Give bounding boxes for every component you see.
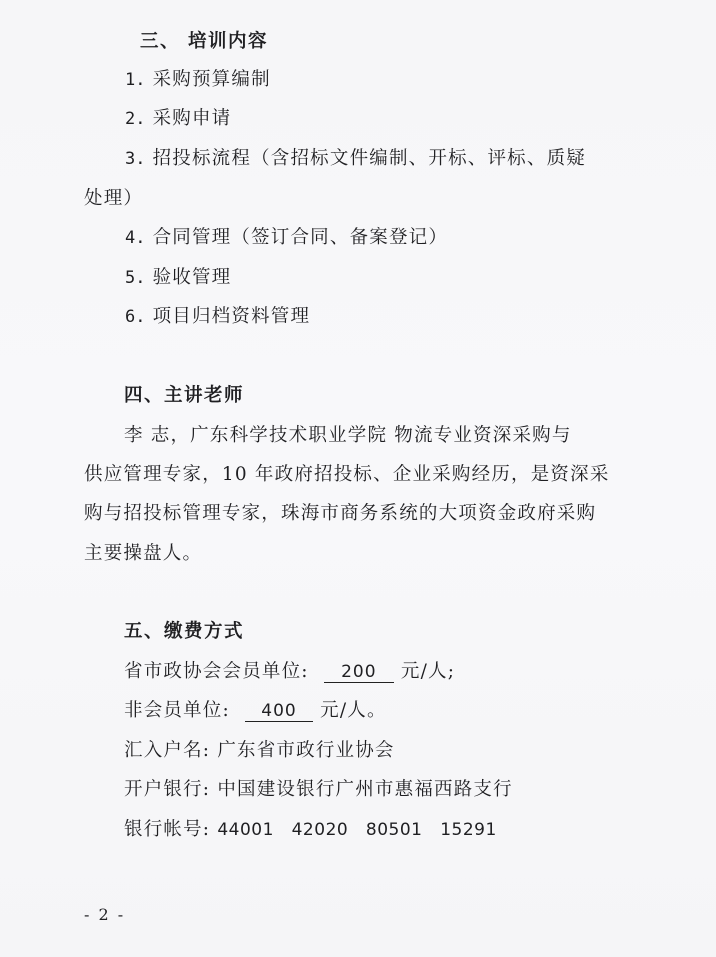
bank-value: 中国建设银行广州市惠福西路支行 [217, 779, 513, 800]
nonmember-fee-unit: 元/人。 [320, 700, 387, 721]
paragraph-line: 供应管理专家，10 年政府招投标、企业采购经历，是资深采 [84, 464, 610, 485]
item-number: 3. [125, 149, 146, 169]
section-3-heading: 三、 培训内容 [140, 31, 268, 52]
item-number: 1. [125, 70, 146, 90]
member-fee-unit: 元/人; [400, 661, 456, 682]
item-text: 招投标流程（含招标文件编制、开标、评标、质疑 [152, 148, 586, 169]
member-fee-label: 省市政协会会员单位: [124, 661, 309, 682]
item-text: 合同管理（签订合同、备案登记） [152, 227, 449, 248]
nonmember-fee-value: 400 [245, 701, 313, 722]
item-number: 4. [125, 228, 146, 248]
account-label: 银行帐号: [124, 819, 211, 840]
paragraph-line: 主要操盘人。 [84, 543, 203, 564]
item-number: 2. [125, 109, 146, 129]
section-4-heading: 四、主讲老师 [124, 385, 245, 406]
nonmember-fee-label: 非会员单位: [124, 700, 230, 721]
payee-value: 广东省市政行业协会 [217, 740, 395, 761]
member-fee-line [124, 660, 455, 684]
section-5-heading: 五、缴费方式 [124, 621, 245, 642]
member-fee-value: 200 [324, 662, 394, 683]
payee-label: 汇入户名: [124, 740, 211, 761]
list-item [125, 226, 448, 250]
account-line [124, 818, 497, 842]
item-text: 采购预算编制 [152, 69, 271, 90]
account-value: 44001 42020 80501 15291 [217, 820, 497, 840]
list-item [125, 305, 310, 329]
list-item-continuation: 处理） [84, 188, 144, 209]
paragraph-line: 购与招投标管理专家，珠海市商务系统的大项资金政府采购 [84, 503, 597, 524]
list-item [125, 107, 231, 131]
bank-label: 开户银行: [124, 779, 211, 800]
item-text: 采购申请 [152, 108, 232, 129]
item-number: 5. [125, 268, 146, 288]
page-number: - 2 - [84, 905, 126, 924]
item-text: 项目归档资料管理 [152, 306, 311, 327]
item-text: 验收管理 [152, 267, 232, 288]
bank-line [124, 778, 513, 802]
item-number: 6. [125, 307, 146, 327]
list-item [125, 266, 231, 290]
list-item [125, 147, 586, 171]
list-item [125, 68, 271, 92]
paragraph-line: 李 志，广东科学技术职业学院 物流专业资深采购与 [124, 425, 572, 446]
nonmember-fee-line [124, 699, 387, 723]
payee-line [124, 739, 395, 763]
